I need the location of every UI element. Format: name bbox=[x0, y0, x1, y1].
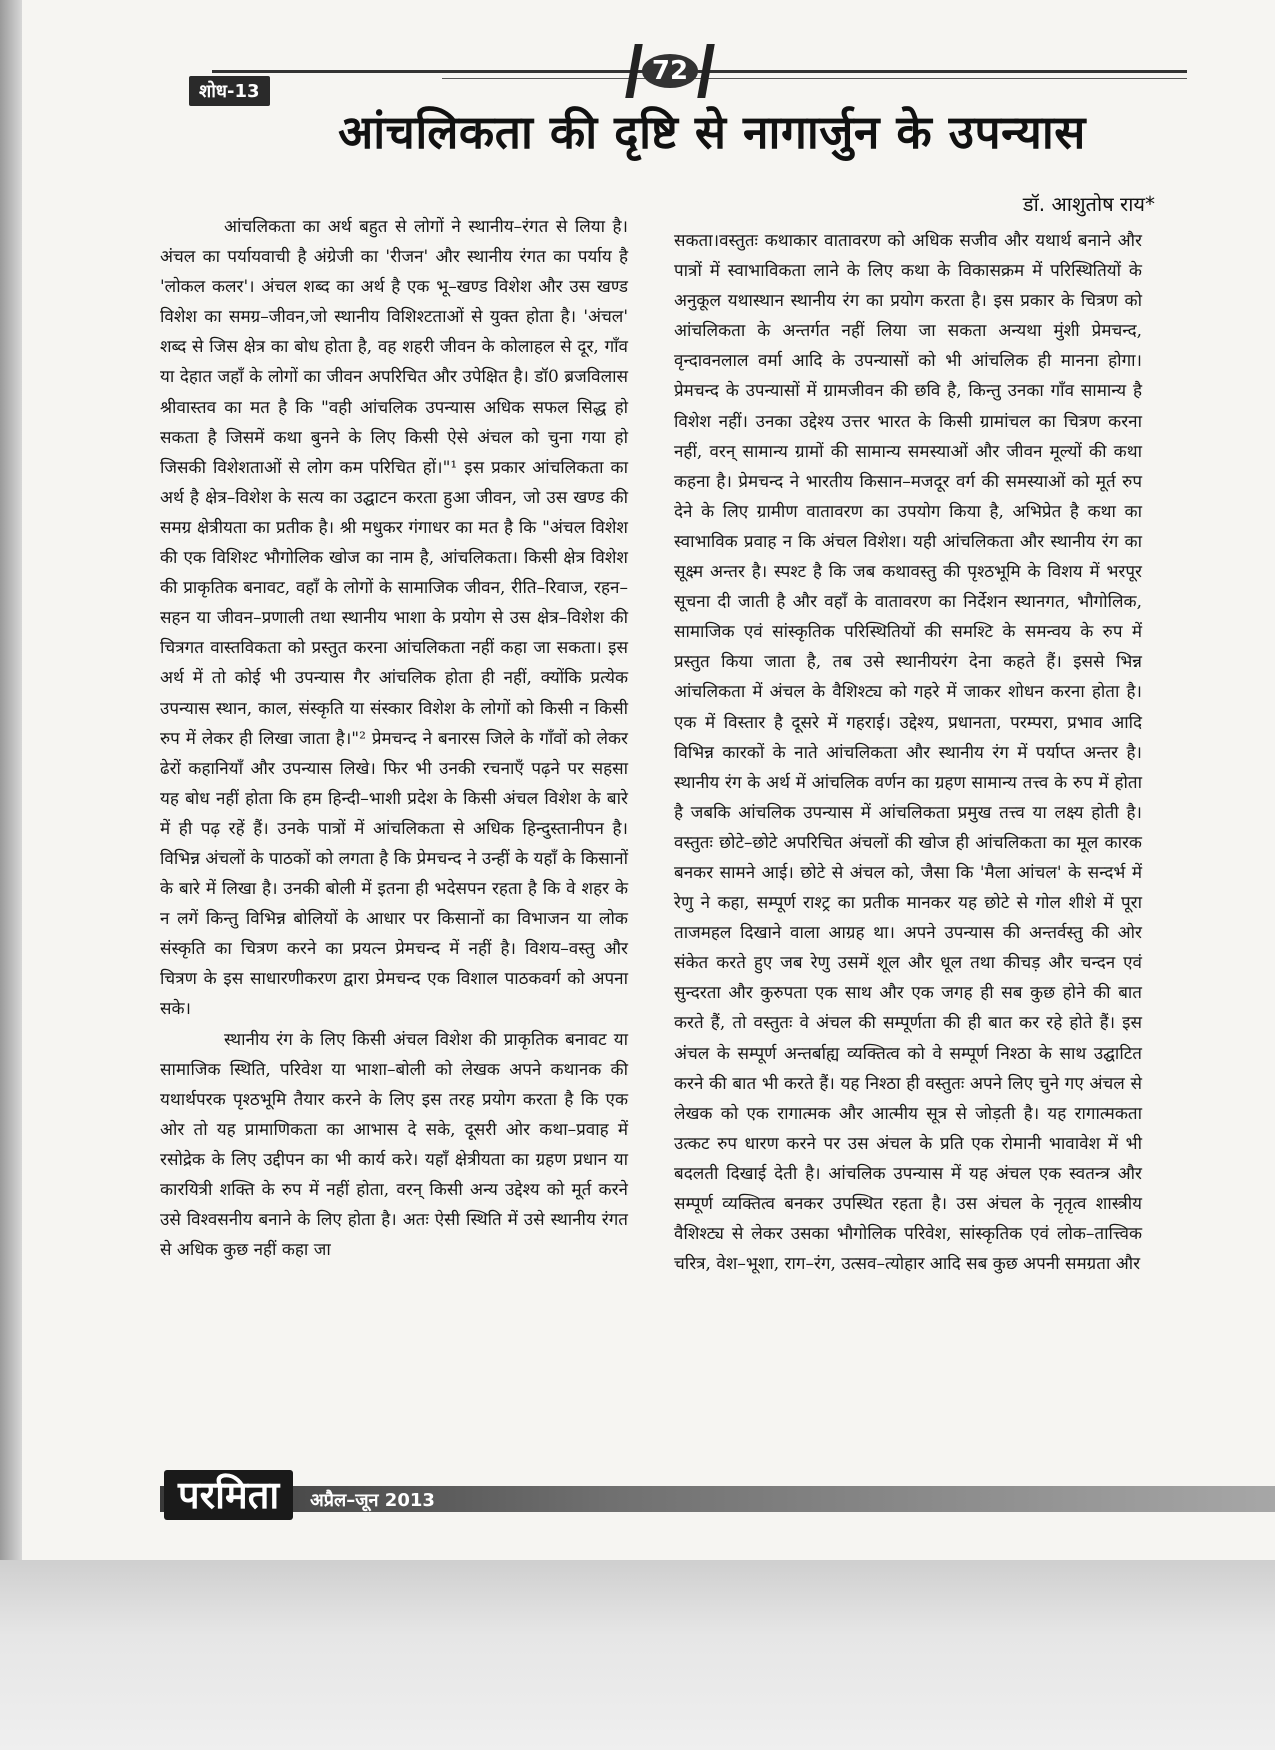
journal-page bbox=[22, 0, 1275, 1560]
paragraph: आंचलिकता का अर्थ बहुत से लोगों ने स्थानीय–रंगत से लिया है। अंचल का पर्यायवाची है अंग्रेजी का 'रीजन' और स्थानीय रंगत का पर्याय है 'लोकल कलर'। अंचल शब्द का अर्थ है एक भू–खण्ड विशेश और उस खण्ड विशेश का समग्र–जीवन,जो स्थानीय विशिश्टताओं से युक्त होता है। 'अंचल' शब्द से जिस क्षेत्र का बोध होता है, वह शहरी जीवन के कोलाहल से दूर, गाँव या देहात जहाँ के लोगों का जीवन अपरिचित और उपेक्षित है। डॉ0 ब्रजविलास श्रीवास्तव का मत है कि "वही आंचलिक उपन्यास अधिक सफल सिद्ध हो सकता है जिसमें कथा बुनने के लिए किसी ऐसे अंचल को चुना गया हो जिसकी विशेशताओं से लोग कम परिचित हों।"¹ इस प्रकार आंचलिकता का अर्थ है क्षेत्र–विशेश के सत्य का उद्घाटन करता हुआ जीवन, जो उस खण्ड की समग्र क्षेत्रीयता का प्रतीक है। श्री मधुकर गंगाधर का मत है कि "अंचल विशेश की एक विशिश्ट भौगोलिक खोज का नाम है, आंचलिकता। किसी क्षेत्र विशेश की प्राकृतिक बनावट, वहाँ के लोगों के सामाजिक जीवन, रीति–रिवाज, रहन–सहन या जीवन–प्रणाली तथा स्थानीय भाशा के प्रयोग से उस क्षेत्र–विशेश की चित्रगत वास्तविकता को प्रस्तुत करना आंचलिकता नहीं कहा जा सकता। इस अर्थ में तो कोई भी उपन्यास गैर आंचलिक होता ही नहीं, क्योंकि प्रत्येक उपन्यास स्थान, काल, संस्कृति या संस्कार विशेश के लोगों को किसी न किसी रुप में लेकर ही लिखा जाता है।"² प्रेमचन्द ने बनारस जिले के गाँवों को लेकर ढेरों कहानियाँ और उपन्यास लिखे। फिर भी उनकी रचनाएँ पढ़ने पर सहसा यह बोध नहीं होता कि हम हिन्दी–भाशी प्रदेश के किसी अंचल विशेश के बारे में ही पढ़ रहें हैं। उनके पात्रों में आंचलिकता से अधिक हिन्दुस्तानीपन है। विभिन्न अंचलों के पाठकों को लगता है कि प्रेमचन्द ने उन्हीं के यहाँ के किसानों के बारे में लिखा है। उनकी बोली में इतना ही भदेसपन रहता है कि वे शहर के न लगें किन्तु विभिन्न बोलियों के आधार पर किसानों का विभाजन या लोक संस्कृति का चित्रण करने का प्रयत्न प्रेमचन्द में नहीं है। विशय–वस्तु और चित्रण के इस साधारणीकरण द्वारा प्रेमचन्द एक विशाल पाठकवर्ग को अपना सके। bbox=[160, 217, 628, 1020]
paragraph: स्थानीय रंग के लिए किसी अंचल विशेश की प्राकृतिक बनावट या सामाजिक स्थिति, परिवेश या भाशा–बोली को लेखक अपने कथानक की यथार्थपरक पृश्ठभूमि तैयार करने के लिए इस तरह प्रयोग करता है कि एक ओर तो यह प्रामाणिकता का आभास दे सके, दूसरी ओर कथा–प्रवाह में रसोद्रेक के लिए उद्दीपन का भी कार्य करे। यहाँ क्षेत्रीयता का ग्रहण प्रधान या कारयित्री शक्ति के रुप में नहीं होता, वरन् किसी अन्य उद्देश्य को मूर्त करने उसे विश्वसनीय बनाने के लिए होता है। अतः ऐसी स्थिति में उसे स्थानीय रंगत से अधिक कुछ नहीं कहा जा bbox=[160, 1029, 628, 1261]
page-number: 72 bbox=[642, 54, 698, 88]
author-name: डॉ. आशुतोष राय* bbox=[1022, 192, 1155, 216]
page-number-badge bbox=[630, 44, 710, 98]
column-right bbox=[674, 226, 1142, 1279]
magazine-logo: परमिता bbox=[164, 1470, 293, 1520]
header-rule bbox=[442, 70, 1187, 73]
header-rule-left bbox=[212, 70, 452, 73]
scan-shadow-left bbox=[0, 0, 22, 1750]
scan-background-bottom bbox=[0, 1560, 1275, 1750]
column-left bbox=[160, 212, 628, 1265]
issue-date: अप्रैल–जून 2013 bbox=[310, 1490, 435, 1511]
header-rule-thin bbox=[442, 78, 1187, 79]
paragraph: सकता।वस्तुतः कथाकार वातावरण को अधिक सजीव और यथार्थ बनाने और पात्रों में स्वाभाविकता लाने के लिए कथा के विकासक्रम में परिस्थितियों के अनुकूल यथास्थान स्थानीय रंग का प्रयोग करता है। इस प्रकार के चित्रण को आंचलिकता के अन्तर्गत नहीं लिया जा सकता अन्यथा मुंशी प्रेमचन्द, वृन्दावनलाल वर्मा आदि के उपन्यासों को भी आंचलिक ही मानना होगा। प्रेमचन्द के उपन्यासों में ग्रामजीवन की छवि है, किन्तु उनका गाँव सामान्य है विशेश नहीं। उनका उद्देश्य उत्तर भारत के किसी ग्रामांचल का चित्रण करना नहीं, वरन् सामान्य ग्रामों की सामान्य समस्याओं और जीवन मूल्यों की कथा कहना है। प्रेमचन्द ने भारतीय किसान–मजदूर वर्ग की समस्याओं को मूर्त रुप देने के लिए ग्रामीण वातावरण का उपयोग किया है, अभिप्रेत है कथा का स्वाभाविक प्रवाह न कि अंचल विशेश। यही आंचलिकता और स्थानीय रंग का सूक्ष्म अन्तर है। स्पश्ट है कि जब कथावस्तु की पृश्ठभूमि के विशय में भरपूर सूचना दी जाती है और वहाँ के वातावरण का निर्देशन स्थानगत, भौगोलिक, सामाजिक एवं सांस्कृतिक परिस्थितियों की समश्टि के समन्वय के रुप में प्रस्तुत किया जाता है, तब उसे स्थानीयरंग देना कहते हैं। इससे भिन्न आंचलिकता में अंचल के वैशिश्ट्य को गहरे में जाकर शोधन करना होता है। एक में विस्तार है दूसरे में गहराई। उद्देश्य, प्रधानता, परम्परा, प्रभाव आदि विभिन्न कारकों के नाते आंचलिकता और स्थानीय रंग में पर्याप्त अन्तर है। स्थानीय रंग के अर्थ में आंचलिक वर्णन का ग्रहण सामान्य तत्त्व के रुप में होता है जबकि आंचलिक उपन्यास में आंचलिकता प्रमुख तत्त्व या लक्ष्य होती है। वस्तुतः छोटे–छोटे अपरिचित अंचलों की खोज ही आंचलिकता का मूल कारक बनकर सामने आई। छोटे से अंचल को, जैसा कि 'मैला आंचल' के सन्दर्भ में रेणु ने कहा, सम्पूर्ण राश्ट्र का प्रतीक मानकर यह छोटे से गोल शीशे में पूरा ताजमहल दिखाने वाला आग्रह था। अपने उपन्यास की अन्तर्वस्तु की ओर संकेत करते हुए जब रेणु उसमें शूल और धूल तथा कीचड़ और चन्दन एवं सुन्दरता और कुरुपता एक साथ और एक जगह ही सब कुछ होने की बात करते हैं, तो वस्तुतः वे अंचल की सम्पूर्णता की ही बात कर रहे होते हैं। इस अंचल के सम्पूर्ण अन्तर्बाह्य व्यक्तित्व को वे सम्पूर्ण निश्ठा के साथ उद्घाटित करने की बात भी करते हैं। यह निश्ठा ही वस्तुतः अपने लिए चुने गए अंचल से लेखक को एक रागात्मक और आत्मीय सूत्र से जोड़ती है। यह रागात्मकता उत्कट रुप धारण करने पर उस अंचल के प्रति एक रोमानी भावावेश में भी बदलती दिखाई देती है। आंचलिक उपन्यास में यह अंचल एक स्वतन्त्र और सम्पूर्ण व्यक्तित्व बनकर उपस्थित रहता है। उस अंचल के नृतृत्व शास्त्रीय वैशिश्ट्य से लेकर उसका भौगोलिक परिवेश, सांस्कृतिक एवं लोक–तात्त्विक चरित्र, वेश–भूशा, राग–रंग, उत्सव–त्योहार आदि सब कुछ अपनी समग्रता और bbox=[674, 231, 1142, 1275]
article-title: आंचलिकता की दृष्टि से नागार्जुन के उपन्यास bbox=[338, 105, 1086, 159]
section-tag: शोध-13 bbox=[189, 76, 270, 106]
